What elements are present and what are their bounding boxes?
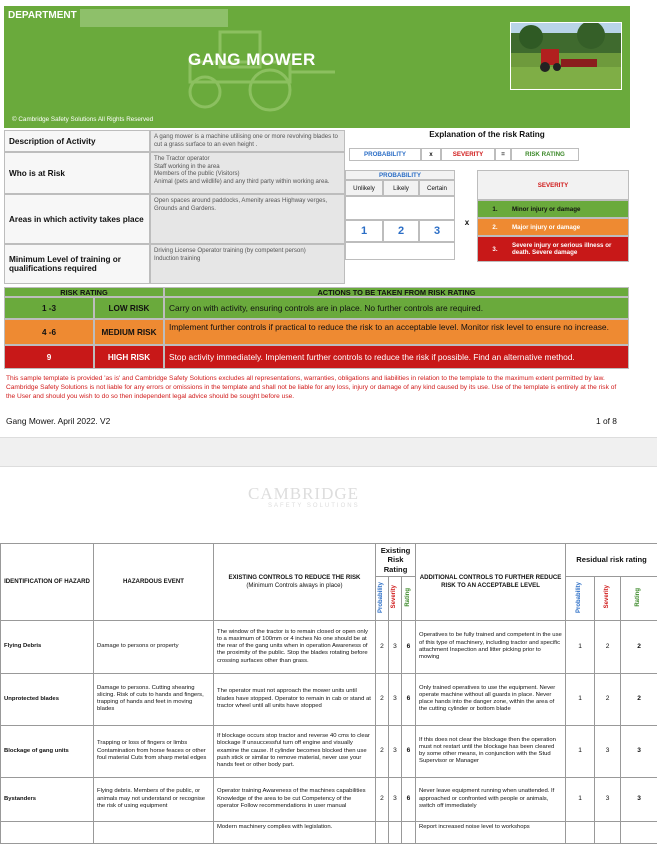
explanation-title: Explanation of the risk Rating xyxy=(429,130,545,139)
severity-text: Minor injury or damage xyxy=(512,205,581,213)
probability-header xyxy=(345,170,455,180)
residual-rating-cell[interactable]: 3 xyxy=(621,725,657,777)
risk-level-low: LOW RISK xyxy=(94,297,164,319)
risk-range-medium: 4 -6 xyxy=(4,319,94,345)
header-event: HAZARDOUS EVENT xyxy=(94,544,214,621)
severity-level-2 xyxy=(477,218,629,236)
risk-range-high: 9 xyxy=(4,345,94,369)
who-line: The Tractor operator xyxy=(154,155,210,162)
additional-controls-cell[interactable]: Operatives to be fully trained and competent in the use of this type of machinery, including tractor and specific attachment Inspection and litter picking prior to mowing xyxy=(416,620,566,673)
risk-action-medium: Implement further controls if practical to reduce the risk to an acceptable level. Monitor risk level to ensure no increase. xyxy=(164,319,629,345)
existing-controls-cell[interactable]: Modern machinery complies with legislation. xyxy=(214,821,376,843)
existing-rating-cell[interactable]: 6 xyxy=(402,620,416,673)
formula-equals: = xyxy=(495,148,511,161)
matrix-times: x xyxy=(464,217,470,227)
event-cell[interactable]: Damage to persons or property xyxy=(94,620,214,673)
residual-probability-cell[interactable]: 1 xyxy=(566,673,595,725)
table-row xyxy=(1,620,657,673)
training-line: Driving License Operator training (by competent person) xyxy=(154,247,306,254)
residual-severity-cell[interactable] xyxy=(595,821,621,843)
existing-severity-cell[interactable]: 3 xyxy=(389,673,402,725)
formula-severity-text: SEVERITY xyxy=(452,151,484,158)
watermark-subtitle: SAFETY SOLUTIONS xyxy=(268,503,360,509)
hazard-cell[interactable] xyxy=(1,821,94,843)
prob-value-3 xyxy=(419,220,455,242)
header-rating xyxy=(402,576,416,620)
additional-controls-cell[interactable]: If this does not clear the blockage then the operation must not restart until the blockage has been cleared by some other means, in conjunction with the Stud Supervisor or Manager xyxy=(416,725,566,777)
residual-rating-cell[interactable]: 2 xyxy=(621,620,657,673)
risk-level-high: HIGH RISK xyxy=(94,345,164,369)
hazard-cell[interactable]: Unprotected blades xyxy=(1,673,94,725)
training-line: Induction training xyxy=(154,254,201,262)
severity-text: Major injury or damage xyxy=(512,223,581,231)
existing-probability-cell[interactable]: 2 xyxy=(376,673,389,725)
existing-probability-cell[interactable]: 2 xyxy=(376,725,389,777)
copyright-text: © Cambridge Safety Solutions All Rights Reserved xyxy=(12,116,154,123)
footer-page-number: 1 of 8 xyxy=(596,416,617,426)
existing-severity-cell[interactable]: 3 xyxy=(389,620,402,673)
existing-probability-cell[interactable] xyxy=(376,821,389,843)
existing-severity-cell[interactable] xyxy=(389,821,402,843)
hazard-table-body xyxy=(1,620,657,843)
description-label: Description of Activity xyxy=(4,130,150,152)
header-rating-text: Rating xyxy=(404,587,411,607)
who-line: Staff working in the area xyxy=(154,162,220,170)
formula-times: x xyxy=(421,148,441,161)
hazard-cell[interactable]: Flying Debris xyxy=(1,620,94,673)
page-separator xyxy=(0,437,657,467)
header-identification: IDENTIFICATION OF HAZARD xyxy=(1,544,94,621)
existing-rating-cell[interactable]: 6 xyxy=(402,725,416,777)
header-existing-sub: (Minimum Controls always in place) xyxy=(246,581,343,589)
prob-gap xyxy=(345,196,455,220)
severity-num: 3. xyxy=(492,245,498,253)
watermark-logo: CAMBRIDGE xyxy=(248,484,360,503)
residual-severity-cell[interactable]: 2 xyxy=(595,620,621,673)
header-existing xyxy=(214,544,376,621)
residual-severity-cell[interactable]: 3 xyxy=(595,725,621,777)
existing-severity-cell[interactable]: 3 xyxy=(389,777,402,821)
header-res-rating-text: Rating xyxy=(635,587,642,607)
prob-level-likely: Likely xyxy=(383,180,419,196)
event-cell[interactable]: Trapping or loss of fingers or limbs Contamination from horse feaces or other foul material Cuts from sharp metal edges xyxy=(94,725,214,777)
header-probability-text: Probability xyxy=(378,581,385,613)
header-existing-text: EXISTING CONTROLS TO REDUCE THE RISK xyxy=(228,574,361,582)
header-residual: Residual risk rating xyxy=(566,544,657,577)
additional-controls-cell[interactable]: Report increased noise level to workshops xyxy=(416,821,566,843)
hazard-cell[interactable]: Blockage of gang units xyxy=(1,725,94,777)
header-severity-text: Severity xyxy=(391,585,398,609)
prob-value-text: 2 xyxy=(397,225,405,237)
existing-controls-cell[interactable]: If blockage occurs stop tractor and reverse 40 cms to clear blockage If unsuccessful turn off engine and visually examine the cause. If cylinder becomes blocked then use push stick or similar to remove material, never use your hands feet or other body part. xyxy=(214,725,376,777)
table-row xyxy=(1,725,657,777)
hazard-cell[interactable]: Bystanders xyxy=(1,777,94,821)
event-cell[interactable]: Damage to persons. Cutting shearing slicing. Risk of cuts to hands and fingers, trapping of hands and feet in moving blades xyxy=(94,673,214,725)
risk-range-low: 1 -3 xyxy=(4,297,94,319)
residual-rating-cell[interactable] xyxy=(621,821,657,843)
prob-value-1 xyxy=(345,220,383,242)
training-label: Minimum Level of training or qualifications required xyxy=(4,244,150,284)
existing-rating-cell[interactable]: 6 xyxy=(402,777,416,821)
formula-probability-text: PROBABILITY xyxy=(364,151,406,158)
header-res-probability-text: Probability xyxy=(576,581,583,613)
severity-header-text: SEVERITY xyxy=(537,181,569,189)
prob-value-text: 3 xyxy=(433,225,441,237)
severity-header xyxy=(477,170,629,200)
training-value[interactable] xyxy=(150,244,345,284)
header-res-rating xyxy=(621,576,657,620)
risk-rating-header: RISK RATING xyxy=(4,287,164,297)
residual-probability-cell[interactable] xyxy=(566,821,595,843)
areas-label: Areas in which activity takes place xyxy=(4,194,150,244)
existing-controls-cell[interactable]: The window of the tractor is to remain closed or open only to a maximum of 100mm or 4 inches No one should be at the rear of the gang units when in operation Awareness of the proximity of the public. Stop the blades rotating before crossing surfaces other than grass. xyxy=(214,620,376,673)
page-title: GANG MOWER xyxy=(188,50,316,69)
disclaimer-text: This sample template is provided 'as is' and Cambridge Safety Solutions excludes all representations, warranties, obligations and liabilities in relation to the template to the maximum extent permitted by law. Cambridge Safety Solutions is not liable for any errors or omissions in the template and shall not be liable for any loss, injury or damage of any kind caused by its use. Use of the template is entirely at the risk of the User and should you wish to do so then independent legal advice should be sought before use. xyxy=(6,375,617,400)
severity-text: Severe injury or serious illness or death. Severe damage xyxy=(512,242,612,256)
areas-value[interactable]: Open spaces around paddocks, Amenity areas Highway verges, Grounds and Gardens. xyxy=(150,194,345,244)
who-at-risk-value[interactable] xyxy=(150,152,345,194)
event-cell[interactable] xyxy=(94,821,214,843)
severity-level-3 xyxy=(477,236,629,262)
risk-action-high: Stop activity immediately. Implement further controls to reduce the risk if possible. Find an alternative method. xyxy=(164,345,629,369)
event-cell[interactable]: Flying debris. Members of the public, or animals may not understand or recognise the risk of using equipment xyxy=(94,777,214,821)
header-probability xyxy=(376,576,389,620)
existing-controls-cell[interactable]: Operator training Awareness of the machines capabilities Knowledge of the area to be cut Competency of the operator Follow recommendations in user manual xyxy=(214,777,376,821)
who-line: Animal (pets and wildlife) and any third party within working area. xyxy=(154,177,330,185)
residual-rating-cell[interactable]: 3 xyxy=(621,777,657,821)
footer-document: Gang Mower. April 2022. V2 xyxy=(6,416,111,426)
formula-probability xyxy=(349,148,421,161)
table-row xyxy=(1,777,657,821)
who-at-risk-label: Who is at Risk xyxy=(4,152,150,194)
formula-risk-rating-text: RISK RATING xyxy=(525,151,565,158)
formula-risk-rating xyxy=(511,148,579,161)
mower-photo xyxy=(510,22,622,90)
hazard-table xyxy=(0,543,657,844)
formula-severity xyxy=(441,148,495,161)
existing-controls-cell[interactable]: The operator must not approach the mower units until blades have stopped. Operator to remain in cab or stand at tractor wheel until all units have stopped xyxy=(214,673,376,725)
header-res-severity-text: Severity xyxy=(603,585,610,609)
risk-level-medium: MEDIUM RISK xyxy=(94,319,164,345)
prob-value-2 xyxy=(383,220,419,242)
prob-level-certain: Certain xyxy=(419,180,455,196)
additional-controls-cell[interactable]: Never leave equipment running when unattended. If approached or confronted with people or animals, switch off immediately xyxy=(416,777,566,821)
table-row xyxy=(1,673,657,725)
severity-num: 1. xyxy=(492,205,498,213)
additional-controls-cell[interactable]: Only trained operatives to use the equipment. Never operate machine without all guards in place. Never place hands into the danger zone, within the area of the cutting cylinder or bottom blade xyxy=(416,673,566,725)
residual-probability-cell[interactable]: 1 xyxy=(566,620,595,673)
prob-level-unlikely: Unlikely xyxy=(345,180,383,196)
table-header-row xyxy=(1,544,657,577)
actions-header: ACTIONS TO BE TAKEN FROM RISK RATING xyxy=(164,287,629,297)
prob-value-text: 1 xyxy=(360,225,368,237)
existing-rating-cell[interactable] xyxy=(402,821,416,843)
severity-num: 2. xyxy=(492,223,498,231)
existing-severity-cell[interactable]: 3 xyxy=(389,725,402,777)
severity-level-1 xyxy=(477,200,629,218)
existing-rating-cell[interactable]: 6 xyxy=(402,673,416,725)
existing-probability-cell[interactable]: 2 xyxy=(376,620,389,673)
header-existing-rating: Existing Risk Rating xyxy=(376,544,416,577)
department-label: DEPARTMENT xyxy=(8,10,77,21)
prob-blank xyxy=(345,242,455,260)
residual-probability-cell[interactable]: 1 xyxy=(566,725,595,777)
existing-probability-cell[interactable]: 2 xyxy=(376,777,389,821)
risk-action-low: Carry on with activity, ensuring controls are in place. No further controls are required. xyxy=(164,297,629,319)
residual-rating-cell[interactable]: 2 xyxy=(621,673,657,725)
header-additional: ADDITIONAL CONTROLS TO FURTHER REDUCE RISK TO AN ACCEPTABLE LEVEL xyxy=(416,544,566,621)
description-value[interactable]: A gang mower is a machine utilising one or more revolving blades to cut a grass surface to an even height . xyxy=(150,130,345,152)
residual-severity-cell[interactable]: 2 xyxy=(595,673,621,725)
table-row xyxy=(1,821,657,843)
header-res-probability xyxy=(566,576,595,620)
probability-header-text: PROBABILITY xyxy=(379,171,421,179)
who-line: Members of the public (Visitors) xyxy=(154,170,240,178)
residual-severity-cell[interactable]: 3 xyxy=(595,777,621,821)
residual-probability-cell[interactable]: 1 xyxy=(566,777,595,821)
header-res-severity xyxy=(595,576,621,620)
header-severity xyxy=(389,576,402,620)
